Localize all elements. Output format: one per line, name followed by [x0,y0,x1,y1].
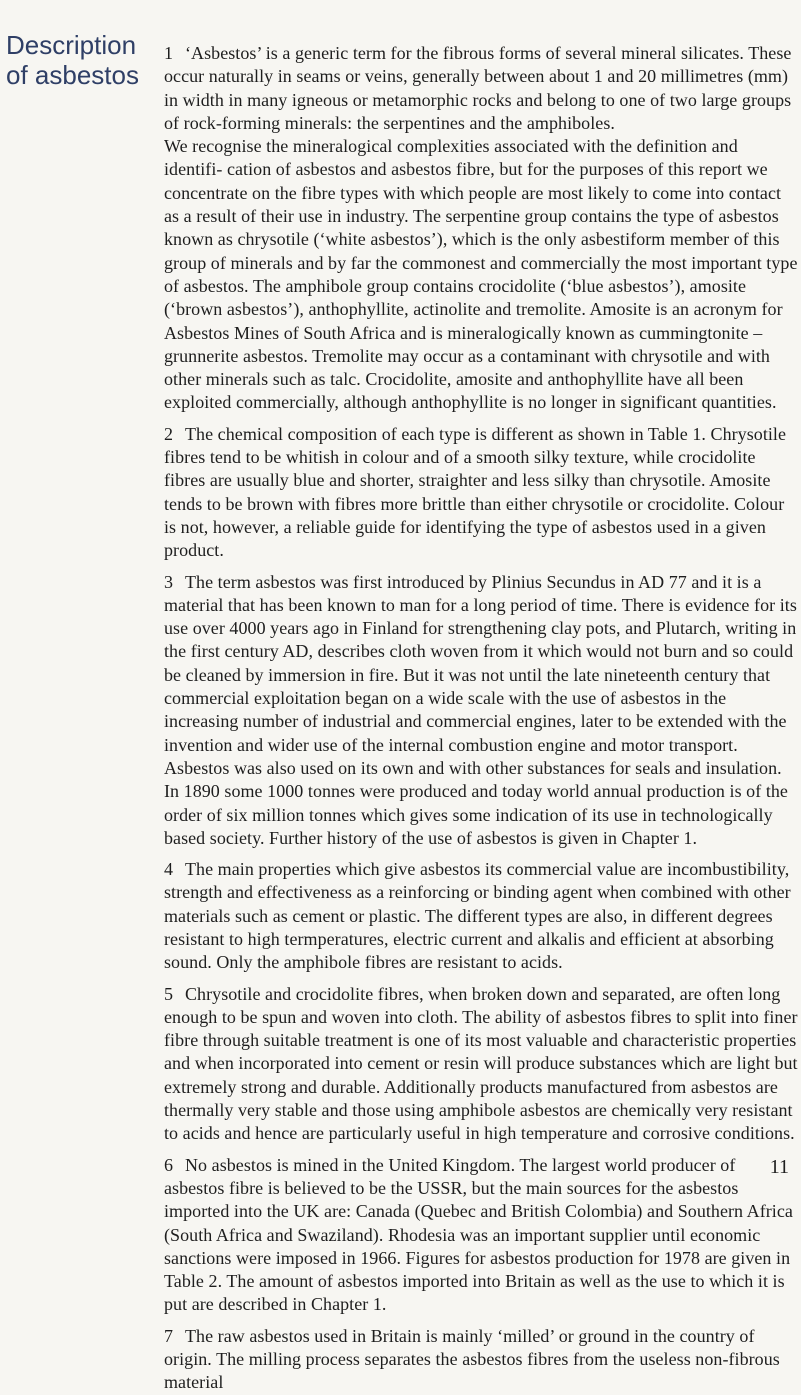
paragraph-number: 7 [164,1325,174,1346]
paragraph-number: 4 [164,859,174,880]
paragraph-5 [164,983,799,1146]
paragraph-text: No asbestos is mined in the United Kingdom. The largest world producer of asbestos fibre is believed to be the USSR, but the main sources for the asbestos imported into the UK are: Canada (Quebec and British Colombia) and Southern Africa (South Africa and Swaziland). Rhodesia was an important supplier until economic sanctions were imposed in 1966. Figures for asbestos production for 1978 are given in Table 2. The amount of asbestos imported into Britain as well as the use to which it is put are described in Chapter 1. [164,1154,793,1315]
paragraph-1-continued [164,135,799,415]
paragraph-7 [164,1325,799,1395]
paragraph-number: 1 [164,43,174,63]
paragraph-number: 5 [164,983,174,1004]
paragraph-text: Chrysotile and crocidolite fibres, when broken down and separated, are often long enough to be spun and woven into cloth. The ability of asbestos fibres to split into finer fibre through suitable treatment is one of its most valuable and characteristic properties and when incorporated into cement or resin will produce substances which are light but extremely strong and durable. Additionally products manufactured from asbestos are thermally very stable and those using amphibole asbestos are chemically very resistant to acids and hence are particularly useful in high temperature and corrosive conditions. [164,983,798,1144]
page-number: 11 [769,1156,789,1178]
section-title-line-2: of asbestos [6,60,139,90]
paragraph-number: 6 [164,1154,174,1175]
paragraph-4 [164,858,799,974]
paragraph-text: The term asbestos was first introduced by Plinius Secundus in AD 77 and it is a material that has been known to man for a long period of time. There is evidence for its use over 4000 years ago in Finland for strengthening clay pots, and Plutarch, writing in the first century AD, describes cloth woven from it which would not burn and so could be cleaned by immersion in fire. But it was not until the late nineteenth century that commercial exploitation began on a wide scale with the use of asbestos in the increasing number of industrial and commercial engines, later to be extended with the invention and wider use of the internal combustion engine and motor transport. Asbestos was also used on its own and with other substances for seals and insulation. In 1890 some 1000 tonnes were produced and today world annual production is of the order of six million tonnes which gives some indication of its use in technologically based society. Further history of the use of asbestos is given in Chapter 1. [164,571,797,848]
paragraph-6 [164,1154,799,1317]
section-title [6,30,164,90]
paragraph-text: ‘Asbestos’ is a generic term for the fibrous forms of several mineral silicates. These occur naturally in seams or veins, generally between about 1 and 20 millimetres (mm) in width in many igneous or metamorphic rocks and belong to one of two large groups of rock-forming minerals: the serpentines and the amphiboles. [164,43,792,133]
paragraph-number: 2 [164,423,174,444]
paragraph-3 [164,571,799,851]
paragraph-text: The raw asbestos used in Britain is mainly ‘milled’ or ground in the country of origin. The milling process separates the asbestos fibres from the useless non-fibrous material [164,1325,780,1393]
body-text [164,42,799,1395]
section-title-line-1: Description [6,30,137,60]
paragraph-1 [164,42,799,135]
paragraph-number: 3 [164,571,174,592]
paragraph-2 [164,423,799,563]
paragraph-text: The main properties which give asbestos its commercial value are incombustibility, strength and effectiveness as a reinforcing or binding agent when combined with other materials such as cement or plastic. The different types are also, in different degrees resistant to high termperatures, electric current and alkalis and efficient at absorbing sound. Only the amphibole fibres are resistant to acids. [164,859,791,973]
paragraph-text: The chemical composition of each type is different as shown in Table 1. Chrysotile fibres tend to be whitish in colour and of a smooth silky texture, while crocidolite fibres are usually blue and shorter, straighter and less silky than chrysotile. Amosite tends to be brown with fibres more brittle than either chrysotile or crocidolite. Colour is not, however, a reliable guide for identifying the type of asbestos used in a given product. [164,423,787,561]
paragraph-text: We recognise the mineralogical complexities associated with the definition and identifi- cation of asbestos and asbestos fibre, but for the purposes of this report we concentrate on the fibre types with which people are most likely to come into contact as a result of their use in industry. The serpentine group contains the type of asbestos known as chrysotile (‘white asbestos’), which is the only asbestiform member of this group of minerals and by far the commonest and commercially the most important type of asbestos. The amphibole group contains crocidolite (‘blue asbestos’), amosite (‘brown asbestos’), anthophyllite, actinolite and tremolite. Amosite is an acronym for Asbestos Mines of South Africa and is mineralogically known as cummingtonite – grunnerite asbestos. Tremolite may occur as a contaminant with chrysotile and with other minerals such as talc. Crocidolite, amosite and anthophyllite have all been exploited commercially, although anthophyllite is no longer in significant quantities. [164,136,798,413]
